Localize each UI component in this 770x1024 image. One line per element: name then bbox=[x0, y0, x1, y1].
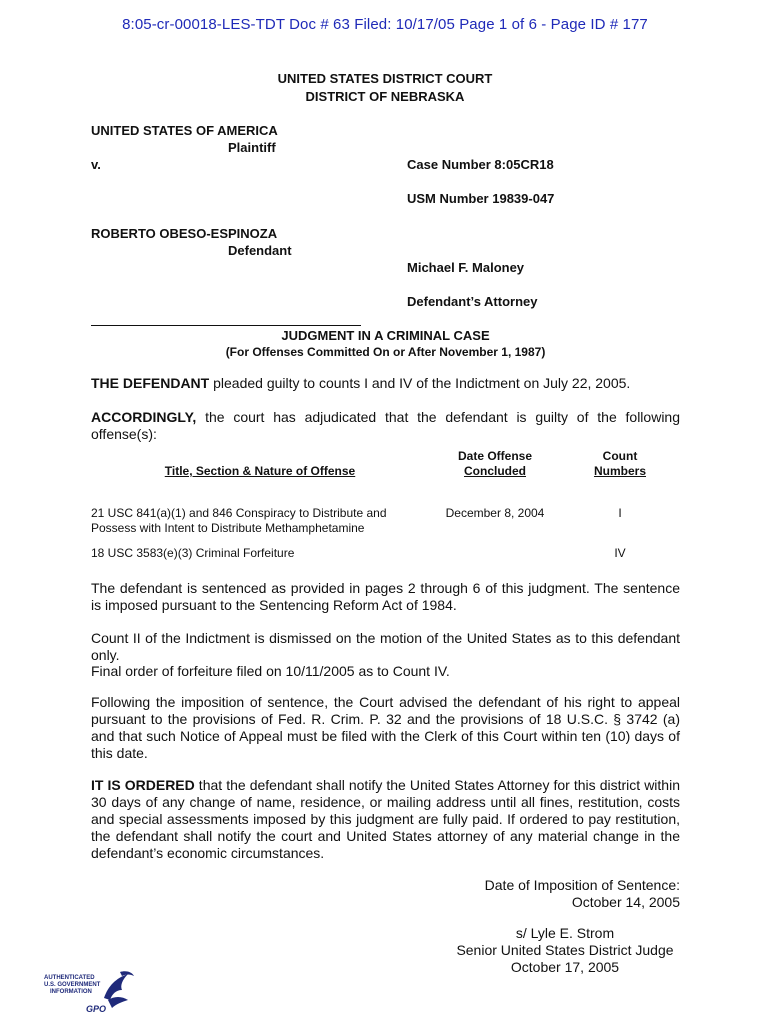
table-header-count bbox=[580, 449, 660, 479]
judge-signature: s/ Lyle E. Strom bbox=[515, 925, 615, 941]
accordingly-lead: ACCORDINGLY, bbox=[91, 409, 197, 425]
offense-count: I bbox=[618, 506, 622, 520]
versus-label: v. bbox=[91, 157, 101, 172]
court-heading bbox=[0, 70, 770, 106]
appeal-paragraph: Following the imposition of sentence, the Court advised the defendant of his right to appeal pursuant to the provisions of Fed. R. Crim. P. 32 and the provisions of 18 U.S.C. § 3742 (a) and that such Notice of Appeal must be filed with the Clerk of this Court within ten (10) days of this date. bbox=[91, 694, 680, 761]
defendant-role: Defendant bbox=[228, 243, 292, 258]
sentence-paragraph: The defendant is sentenced as provided in pages 2 through 6 of this judgment. The sentence is imposed pursuant to the Sentencing Reform Act of 1984. bbox=[91, 580, 680, 613]
signature-date: October 17, 2005 bbox=[510, 959, 620, 975]
forfeiture-paragraph: Final order of forfeiture filed on 10/11/2005 as to Count IV. bbox=[91, 663, 450, 679]
court-district: DISTRICT OF NEBRASKA bbox=[305, 89, 465, 104]
imposition-date: October 14, 2005 bbox=[571, 894, 680, 910]
offense-date: December 8, 2004 bbox=[445, 506, 545, 520]
gpo-logo-line2: U.S. GOVERNMENT bbox=[44, 982, 101, 988]
gpo-logo-line1: AUTHENTICATED bbox=[44, 975, 95, 981]
imposition-block bbox=[380, 877, 680, 911]
count-dismissed-paragraph: Count II of the Indictment is dismissed on the motion of the United States as to this defendant only. bbox=[91, 630, 680, 663]
ordered-paragraph bbox=[91, 777, 680, 862]
ordered-text: that the defendant shall notify the United States Attorney for this district within 30 days of any change of name, residence, or mailing address until all fines, restitution, costs and special assessments imposed by this judgment are fully paid. If ordered to pay restitution, the defendant shall notify the court and United States attorney of any material change in the defendant’s economic circumstances. bbox=[91, 777, 680, 861]
offense-description-line2: Possess with Intent to Distribute Methamphetamine bbox=[91, 521, 365, 535]
table-header-count-line1: Count bbox=[602, 449, 638, 463]
filing-stamp: 8:05-cr-00018-LES-TDT Doc # 63 Filed: 10/17/05 Page 1 of 6 - Page ID # 177 bbox=[122, 16, 648, 33]
judge-title: Senior United States District Judge bbox=[456, 942, 674, 958]
table-row bbox=[91, 506, 431, 536]
table-header-date-line1: Date Offense bbox=[457, 449, 533, 463]
defendant-name: ROBERTO OBESO-ESPINOZA bbox=[91, 226, 278, 241]
ordered-lead: IT IS ORDERED bbox=[91, 777, 195, 793]
defendant-plea-text: pleaded guilty to counts I and IV of the Indictment on July 22, 2005. bbox=[209, 375, 631, 391]
plaintiff-role: Plaintiff bbox=[228, 140, 276, 155]
table-header-date-line2: Concluded bbox=[464, 464, 526, 478]
gpo-authenticated-logo bbox=[42, 968, 137, 1016]
judgment-subtitle: (For Offenses Committed On or After November 1, 1987) bbox=[225, 345, 546, 359]
table-row bbox=[91, 546, 431, 561]
accordingly-text: the court has adjudicated that the defendant is guilty of the following offense(s): bbox=[91, 409, 680, 442]
signature-block bbox=[440, 925, 690, 976]
table-header-count-line2: Numbers bbox=[593, 464, 646, 478]
gpo-eagle-icon bbox=[42, 968, 137, 1016]
gpo-logo-mark: GPO bbox=[86, 1004, 107, 1014]
imposition-label: Date of Imposition of Sentence: bbox=[484, 877, 680, 893]
defendant-plea-lead: THE DEFENDANT bbox=[91, 375, 210, 391]
court-name: UNITED STATES DISTRICT COURT bbox=[277, 71, 493, 86]
offense-description-line1: 21 USC 841(a)(1) and 846 Conspiracy to Distribute and bbox=[91, 506, 387, 520]
case-number: Case Number 8:05CR18 bbox=[407, 157, 554, 172]
usm-number: USM Number 19839-047 bbox=[407, 191, 555, 206]
attorney-role: Defendant’s Attorney bbox=[407, 294, 538, 309]
caption-divider bbox=[91, 325, 361, 326]
offense-description-line1: 18 USC 3583(e)(3) Criminal Forfeiture bbox=[91, 546, 295, 560]
judgment-title: JUDGMENT IN A CRIMINAL CASE bbox=[281, 328, 490, 343]
attorney-name: Michael F. Maloney bbox=[407, 260, 525, 275]
gpo-logo-line3: INFORMATION bbox=[50, 989, 92, 995]
offense-count: IV bbox=[614, 546, 626, 560]
table-header-title: Title, Section & Nature of Offense bbox=[164, 464, 356, 478]
defendant-plea bbox=[91, 375, 680, 392]
accordingly-statement bbox=[91, 409, 680, 443]
plaintiff-name: UNITED STATES OF AMERICA bbox=[91, 123, 278, 138]
table-header-date bbox=[435, 449, 555, 479]
